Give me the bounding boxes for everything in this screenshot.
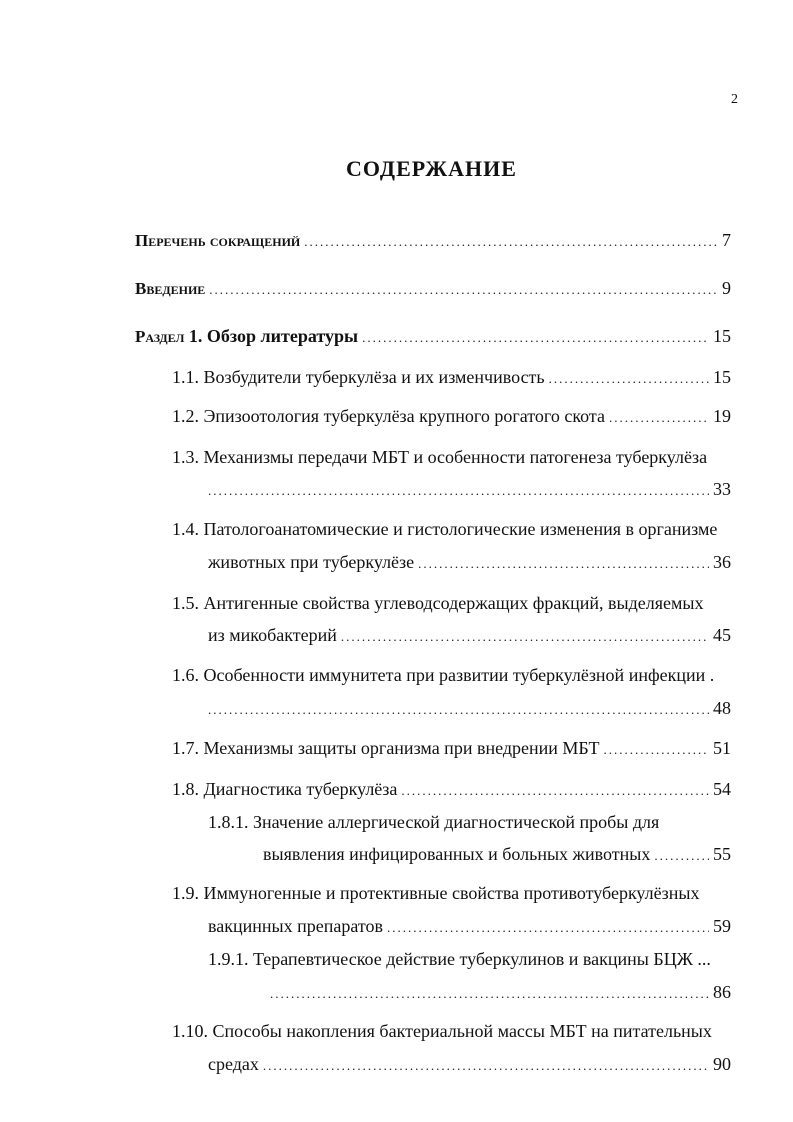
- toc-entry-1-5-line2: [208, 624, 731, 648]
- toc-page: 15: [713, 367, 731, 387]
- toc-leader: [654, 845, 709, 867]
- section-title: 1. Обзор литературы: [184, 326, 359, 346]
- toc-leader: [609, 407, 709, 429]
- toc-entry-1-8-1-line1: 1.8.1. Значение аллергической диагностической пробы для: [208, 812, 660, 832]
- toc-entry-intro: [135, 277, 731, 301]
- toc-page: 55: [713, 844, 731, 864]
- toc-page: 9: [722, 278, 731, 298]
- toc-entry-1-3-line2: [208, 478, 731, 502]
- toc-page: 36: [713, 552, 731, 572]
- toc-label: 1.2. Эпизоотология туберкулёза крупного рогатого скота: [172, 406, 605, 426]
- toc-entry-1-8-1-line2: [263, 843, 731, 867]
- toc-label: 1.8. Диагностика туберкулёза: [172, 779, 398, 799]
- toc-entry-1-9-line2: [208, 915, 731, 939]
- toc-leader: [341, 626, 709, 648]
- toc-entry-1-6-line2: [208, 697, 731, 721]
- toc-page: 54: [713, 779, 731, 799]
- section-prefix: Раздел: [135, 327, 185, 346]
- toc-label: животных при туберкулёзе: [208, 552, 415, 572]
- toc-label: [135, 325, 358, 348]
- toc-entry-1-10-line1: 1.10. Способы накопления бактериальной массы МБТ на питательных: [172, 1021, 712, 1041]
- toc-page: 51: [713, 738, 731, 758]
- toc-page: 86: [713, 982, 731, 1002]
- toc-entry-1-3-line1: 1.3. Механизмы передачи МБТ и особенности патогенеза туберкулёза: [172, 447, 708, 467]
- toc-entry-1-8: [172, 778, 731, 802]
- toc-page: 48: [713, 698, 731, 718]
- toc-entry-1-4-line2: [208, 551, 731, 575]
- page-number: 2: [731, 92, 738, 107]
- toc-entry-1-1: [172, 366, 731, 390]
- toc-label: средах: [208, 1054, 259, 1074]
- toc-page: 15: [713, 326, 731, 346]
- toc-leader: [418, 553, 709, 575]
- toc-leader: [549, 368, 709, 390]
- page-title: СОДЕРЖАНИЕ: [346, 156, 517, 181]
- toc-label: из микобактерий: [208, 625, 337, 645]
- toc-leader: [208, 480, 709, 502]
- toc-leader: [401, 780, 709, 802]
- toc-page: 59: [713, 916, 731, 936]
- toc-leader: [304, 231, 718, 253]
- toc-entry-1-9-line1: 1.9. Иммуногенные и протективные свойства противотуберкулёзных: [172, 883, 700, 903]
- toc-entry-1-2: [172, 405, 731, 429]
- toc-leader: [387, 917, 709, 939]
- toc-leader: [362, 327, 709, 349]
- toc-page: 90: [713, 1054, 731, 1074]
- toc-entry-1-4-line1: 1.4. Патологоанатомические и гистологические изменения в организме: [172, 519, 718, 539]
- toc-label: Введение: [135, 279, 206, 298]
- toc-leader: [209, 279, 718, 301]
- toc-entry-1-6-line1: 1.6. Особенности иммунитета при развитии туберкулёзной инфекции .: [172, 665, 715, 685]
- toc-entry-1-9-1-line1: 1.9.1. Терапевтическое действие туберкулинов и вакцины БЦЖ ...: [208, 949, 711, 969]
- toc-entry-section-1: [135, 325, 731, 349]
- toc-label: 1.7. Механизмы защиты организма при внедрении МБТ: [172, 738, 600, 758]
- toc-leader: [270, 983, 709, 1005]
- toc-label: выявления инфицированных и больных животных: [263, 844, 651, 864]
- toc-leader: [603, 739, 709, 761]
- toc-entry-1-5-line1: 1.5. Антигенные свойства углеводсодержащих фракций, выделяемых: [172, 593, 704, 613]
- toc-entry-1-7: [172, 737, 731, 761]
- toc-entry-1-9-1-line2: [270, 981, 731, 1005]
- toc-leader: [263, 1055, 709, 1077]
- toc-label: 1.1. Возбудители туберкулёза и их изменчивость: [172, 367, 545, 387]
- toc-page: 45: [713, 625, 731, 645]
- toc-entry-1-10-line2: [208, 1053, 731, 1077]
- toc-label: Перечень сокращений: [135, 231, 301, 250]
- toc-page: 19: [713, 406, 731, 426]
- toc-label: вакцинных препаратов: [208, 916, 384, 936]
- toc-entry-abbreviations: [135, 229, 731, 253]
- toc-page: 33: [713, 479, 731, 499]
- toc-page: 7: [722, 230, 731, 250]
- toc-leader: [208, 699, 709, 721]
